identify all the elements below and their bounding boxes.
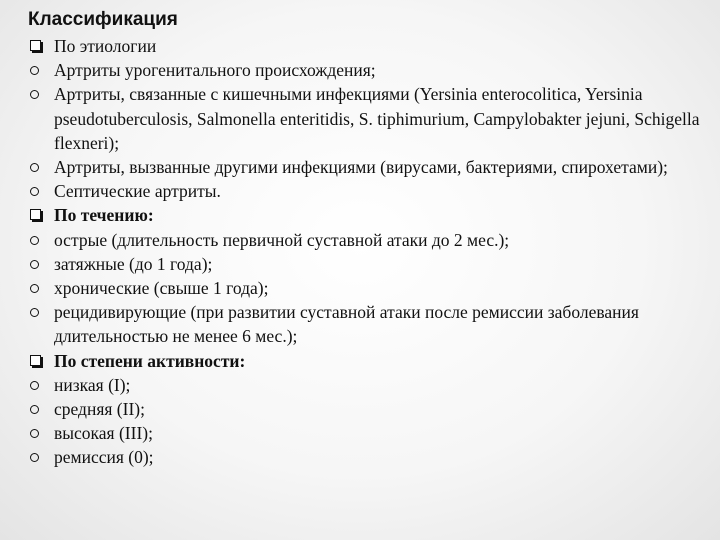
circle-bullet-icon: [30, 381, 39, 390]
list-item: [30, 58, 700, 82]
list-item-text: Септические артриты.: [54, 181, 221, 202]
circle-bullet-icon: [30, 405, 39, 414]
list-item-text: По этиологии: [54, 36, 157, 56]
list-item: [30, 300, 700, 348]
list-item: [30, 373, 700, 397]
list-item: [30, 179, 700, 203]
list-item-text: рецидивирующие (при развитии суставной атаки после ремиссии заболевания длительностью не менее 6 мес.);: [54, 302, 639, 347]
list-item: [30, 82, 700, 155]
list-item-text: высокая (III);: [54, 423, 153, 444]
list-item: [30, 228, 700, 252]
list-item: [30, 276, 700, 300]
list-item-text: ремиссия (0);: [54, 447, 154, 468]
section-heading: [30, 203, 700, 227]
list-item-text: Артриты, вызванные другими инфекциями (вирусами, бактериями, спирохетами);: [54, 157, 668, 178]
circle-bullet-icon: [30, 453, 39, 462]
section-heading: [30, 34, 700, 58]
list-item-text: средняя (II);: [54, 399, 145, 420]
list-item-text: Артриты урогенитального происхождения;: [54, 60, 376, 81]
list-item: [30, 155, 700, 179]
checkbox-icon: [30, 355, 41, 366]
circle-bullet-icon: [30, 163, 39, 172]
slide-title: Классификация: [28, 9, 178, 30]
circle-bullet-icon: [30, 236, 39, 245]
list-item: [30, 445, 700, 469]
circle-bullet-icon: [30, 66, 39, 75]
list-item-text: Артриты, связанные с кишечными инфекциями (Yersinia enterocolitica, Yersinia pseudotuberculosis, Salmonella enteritidis, S. tiphimurium, Campylobakter jejuni, Schigella flexneri);: [54, 84, 700, 153]
list-item-text: низкая (I);: [54, 374, 131, 395]
list-item-text: острые (длительность первичной суставной атаки до 2 мес.);: [54, 229, 510, 250]
circle-bullet-icon: [30, 308, 39, 317]
checkbox-icon: [30, 209, 41, 220]
circle-bullet-icon: [30, 284, 39, 293]
classification-list: [30, 34, 700, 470]
section-heading: [30, 349, 700, 373]
list-item-text: По течению:: [54, 205, 154, 226]
list-item: [30, 397, 700, 421]
circle-bullet-icon: [30, 187, 39, 196]
list-item-text: хронические (свыше 1 года);: [54, 278, 269, 299]
checkbox-icon: [30, 40, 41, 51]
circle-bullet-icon: [30, 90, 39, 99]
list-item-text: По степени активности:: [54, 350, 246, 371]
circle-bullet-icon: [30, 260, 39, 269]
list-item: [30, 421, 700, 445]
circle-bullet-icon: [30, 429, 39, 438]
list-item: [30, 252, 700, 276]
list-item-text: затяжные (до 1 года);: [54, 253, 213, 274]
